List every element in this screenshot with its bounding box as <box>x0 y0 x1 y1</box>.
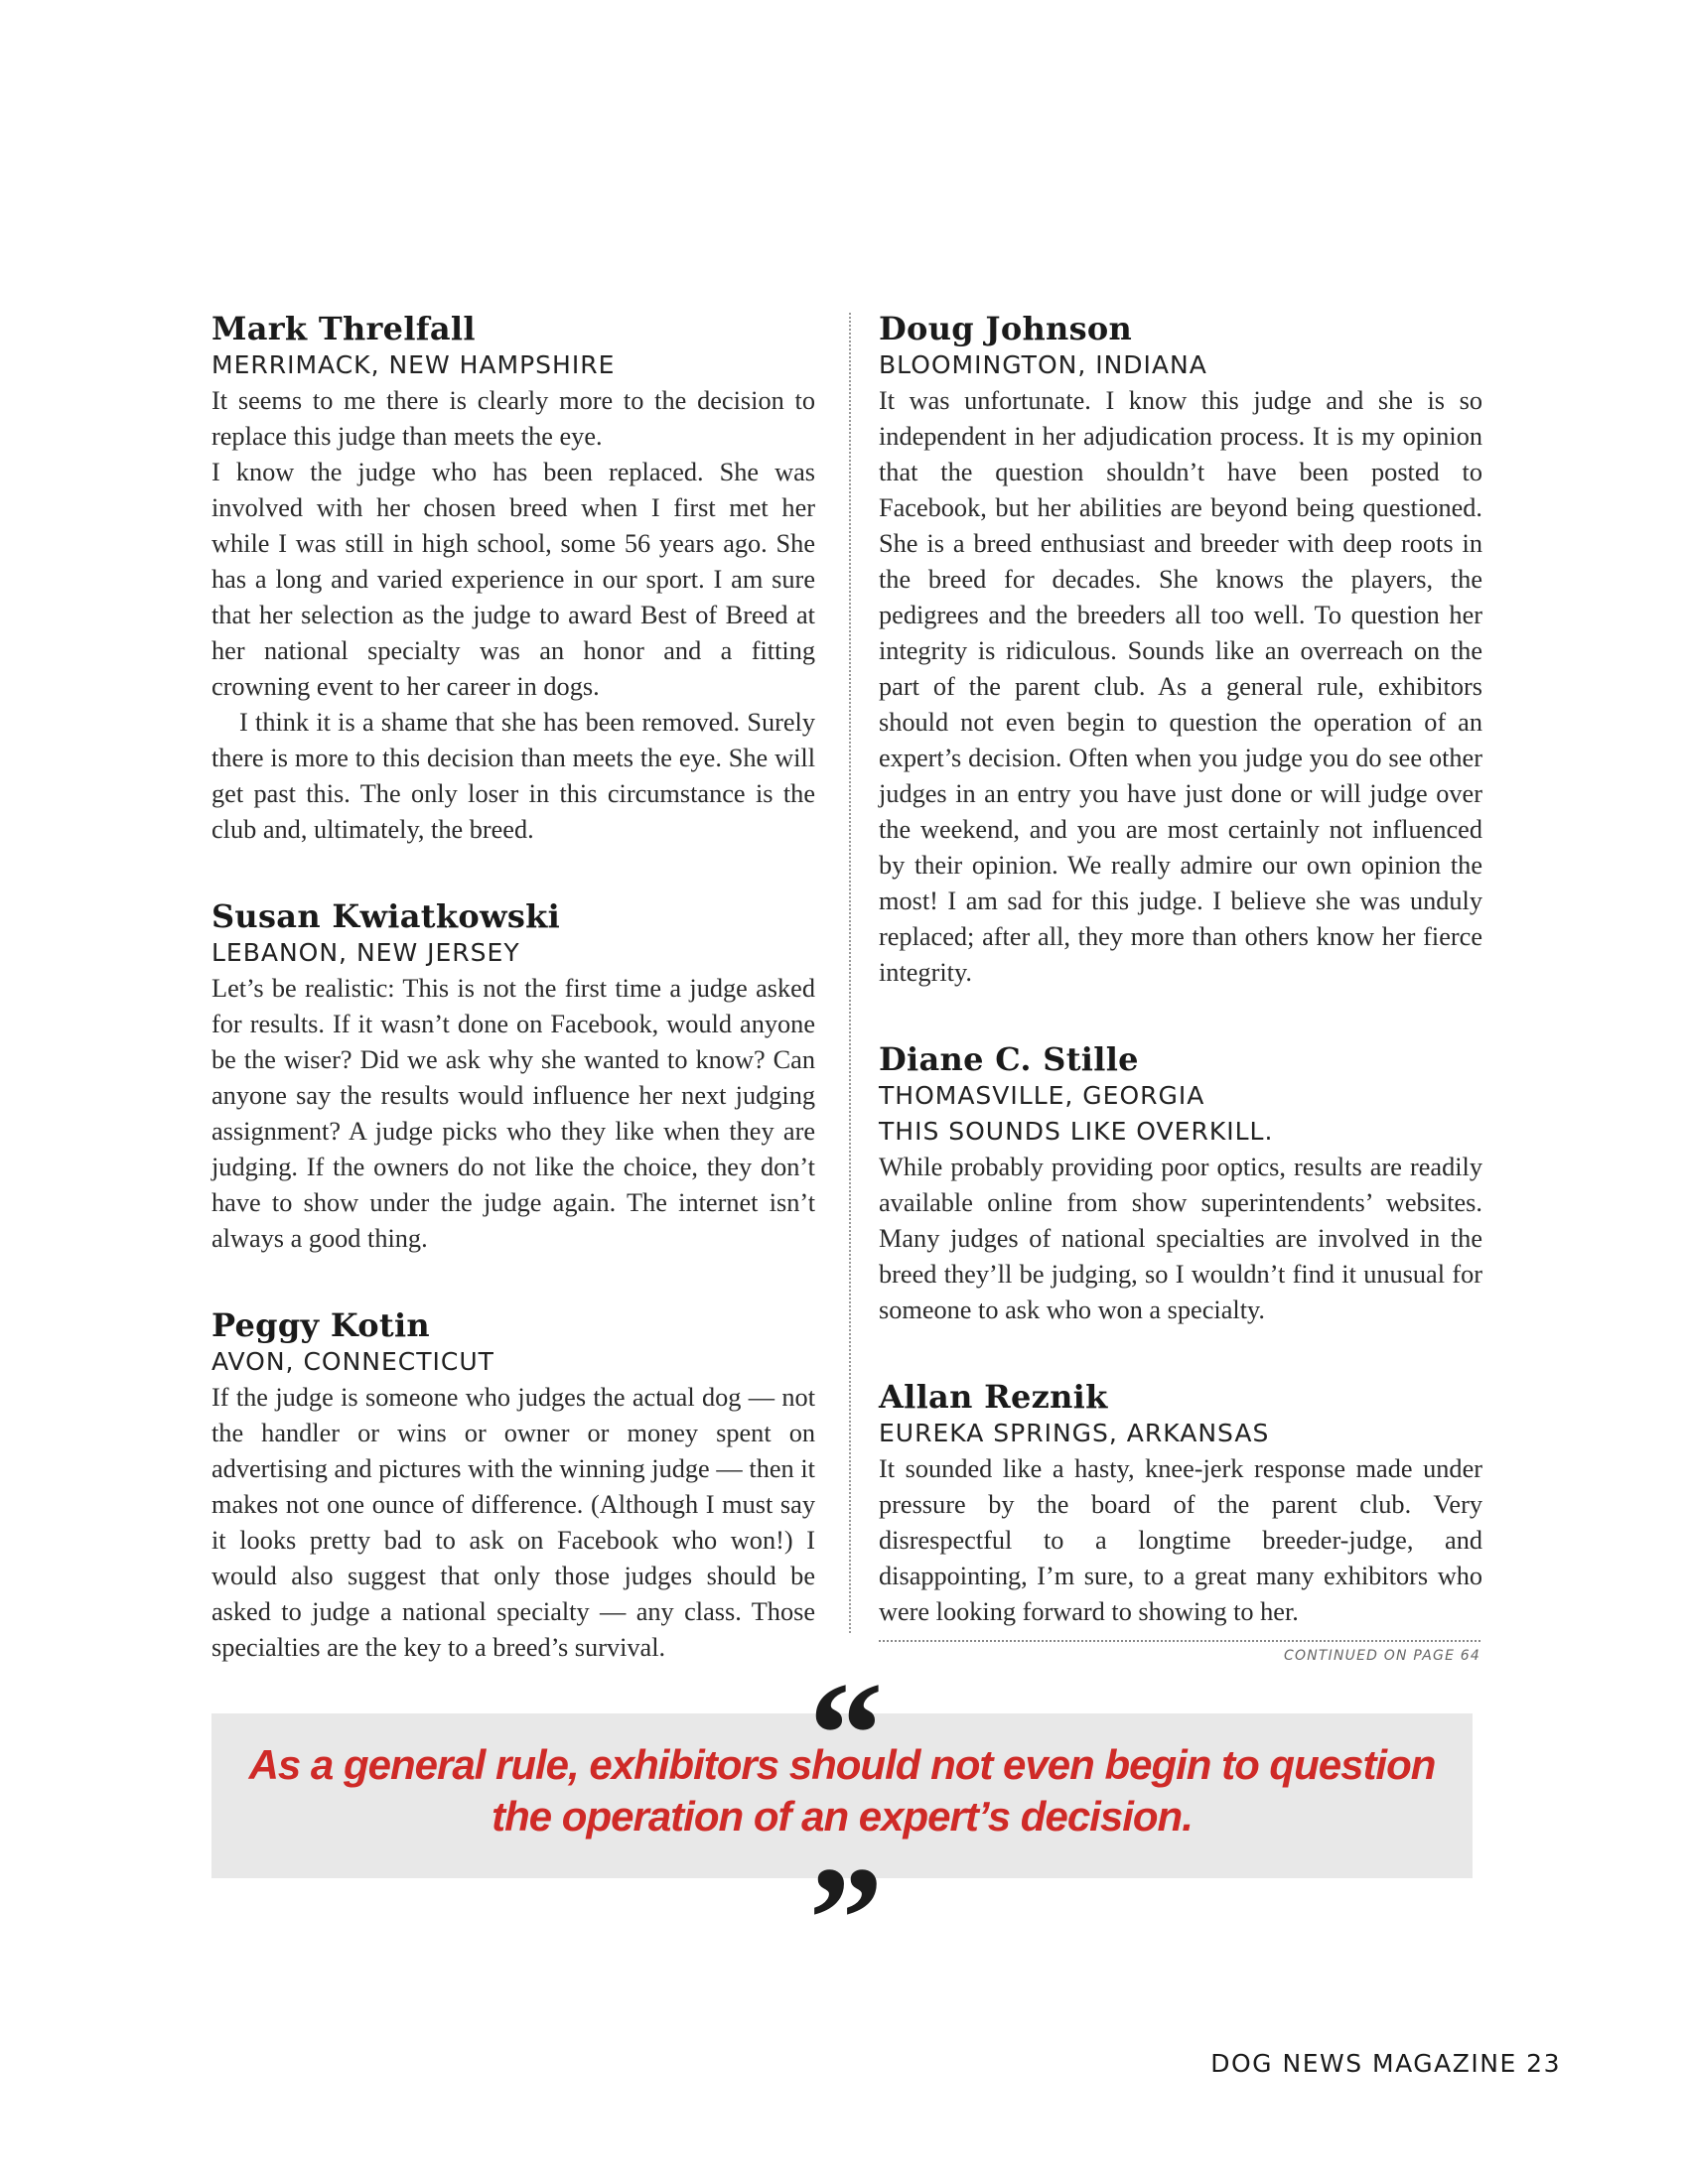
letter-entry <box>879 1040 1482 1328</box>
author-name: Diane C. Stille <box>879 1040 1139 1078</box>
author-name: Doug Johnson <box>879 310 1133 347</box>
letter-entry <box>211 1306 815 1666</box>
letter-entry <box>211 310 815 848</box>
letter-paragraph: Let’s be realistic: This is not the first time a judge asked for results. If it wasn’t done on Facebook, would anyone be the wiser? Did we ask why she wanted to know? Can anyone say the results would influence her next judging assignment? A judge picks who they like when they are judging. If the owners do not like the choice, they don’t have to show under the judge again. The internet isn’t always a good thing. <box>211 974 815 1253</box>
author-name: Allan Reznik <box>879 1378 1108 1416</box>
letter-subtitle: THIS SOUNDS LIKE OVERKILL. <box>879 1117 1274 1146</box>
letter-entry <box>879 1378 1482 1630</box>
letter-paragraph: I think it is a shame that she has been removed. Surely there is more to this decision than meets the eye. She will get past this. The only loser in this circumstance is the club and, ultimately, the breed. <box>211 708 815 844</box>
pull-quote-line: the operation of an expert’s decision. <box>492 1793 1193 1840</box>
author-location: BLOOMINGTON, INDIANA <box>879 350 1207 379</box>
author-location: LEBANON, NEW JERSEY <box>211 938 520 967</box>
letter-paragraph: It sounded like a hasty, knee-jerk response made under pressure by the board of the parent club. Very disrespectful to a longtime breeder-judge, and disappointing, I’m sure, to a great many exhibitors who were looking forward to showing to her. <box>879 1454 1482 1626</box>
continued-note: CONTINUED ON PAGE 64 <box>1284 1648 1480 1664</box>
letter-entry <box>211 897 815 1257</box>
letter-paragraph: While probably providing poor optics, results are readily available online from show superintendents’ websites. Many judges of national specialties are involved in the breed they’ll be judging, so I wouldn’t find it unusual for someone to ask who won a specialty. <box>879 1153 1482 1324</box>
letter-paragraph: It seems to me there is clearly more to the decision to replace this judge than meets the eye. <box>211 386 815 451</box>
pull-quote-line: As a general rule, exhibitors should not even begin to question <box>248 1741 1436 1788</box>
author-location: MERRIMACK, NEW HAMPSHIRE <box>211 350 616 379</box>
author-name: Mark Threlfall <box>211 310 476 347</box>
author-name: Peggy Kotin <box>211 1306 431 1344</box>
author-name: Susan Kwiatkowski <box>211 897 561 935</box>
continued-rule <box>879 1640 1480 1642</box>
page-footer: DOG NEWS MAGAZINE 23 <box>1210 2049 1561 2078</box>
letter-entry <box>879 310 1482 991</box>
open-quote-icon: “ <box>808 1652 884 1817</box>
left-column <box>211 310 815 1715</box>
letter-paragraph: I know the judge who has been replaced. She was involved with her chosen breed when I first met her while I was still in high school, some 56 years ago. She has a long and varied experience in our sport. I am sure that her selection as the judge to award Best of Breed at her national specialty was an honor and a fitting crowning event to her career in dogs. <box>211 458 815 701</box>
pull-quote <box>211 1739 1473 1843</box>
author-location: EUREKA SPRINGS, ARKANSAS <box>879 1419 1270 1447</box>
right-column <box>879 310 1482 1664</box>
letter-paragraph: It was unfortunate. I know this judge and she is so independent in her adjudication process. It is my opinion that the question shouldn’t have been posted to Facebook, but her abilities are beyond being questioned. She is a breed enthusiast and breeder with deep roots in the breed for decades. She knows the players, the pedigrees and the breeders all too well. To question her integrity is ridiculous. Sounds like an overreach on the part of the parent club. As a general rule, exhibitors should not even begin to question the operation of an expert’s decision. Often when you judge you do see other judges in an entry you have just done or will judge over the weekend, and you are most certainly not influenced by their opinion. We really admire our own opinion the most! I am sad for this judge. I believe she was unduly replaced; after all, they more than others know her fierce integrity. <box>879 386 1482 987</box>
column-divider <box>849 313 851 1633</box>
close-quote-icon: ” <box>808 1837 884 2001</box>
author-location: THOMASVILLE, GEORGIA <box>879 1081 1205 1110</box>
author-location: AVON, CONNECTICUT <box>211 1347 494 1376</box>
letter-paragraph: If the judge is someone who judges the actual dog — not the handler or wins or owner or money spent on advertising and pictures with the winning judge — then it makes not one ounce of difference. (Although I must say it looks pretty bad to ask on Facebook who won!) I would also suggest that only those judges should be asked to judge a national specialty — any class. Those specialties are the key to a breed’s survival. <box>211 1383 815 1662</box>
